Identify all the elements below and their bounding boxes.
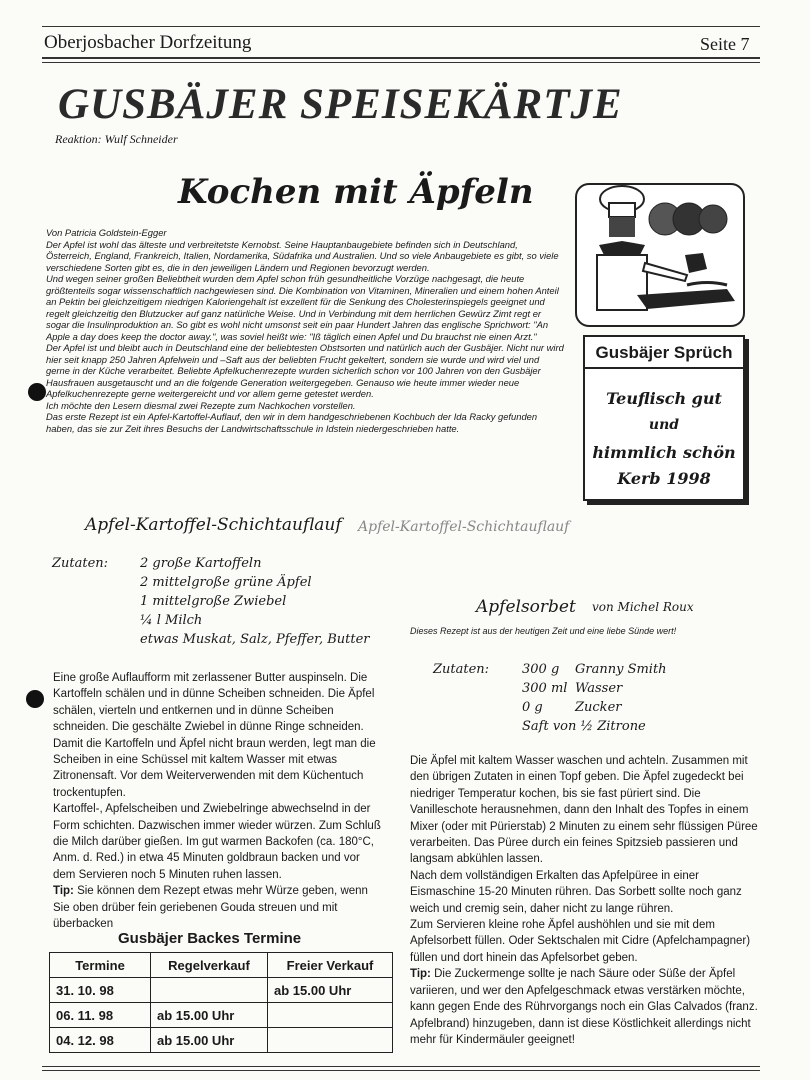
recipe1-bleed-through: Apfel-Kartoffel-Schichtauflauf: [358, 519, 570, 535]
table-header-row: [50, 953, 393, 978]
article-paragraph: Und wegen seiner großen Beliebtheit wurden dem Apfel schon früh gesundheitliche Vorzüge nachgesagt, die heute größtenteils sogar wissenschaftlich nachgewiesen sind. Die Kombination von Vitaminen, Mineralien und einem hohen Anteil an Pektin bei gleichzeitigem niedrigen Kaloriengehalt ist exzellent für die Senkung des Cholesterinspiegels geeignet und regelt gleichzeitig den Blutzucker auf ganz natürliche Weise. Und in Verbindung mit dem herrlichen Gewürz Zimt regt er sogar die Insulinproduktion an. So gibt es wohl nicht umsonst seit ein paar Hundert Jahren das englische Sprichwort: "An Apple a day does keep the doctor away.", was soviel heißt wie: "Iß täglich einen Apfel und Du brauchst nie einen Arzt.": [46, 273, 559, 342]
header-rule-thin: [42, 62, 760, 63]
table-cell: ab 15.00 Uhr: [268, 978, 393, 1003]
ingredient: ¼ l Milch: [140, 613, 203, 628]
bottom-rule: [42, 1070, 760, 1071]
recipe2-title: Apfelsorbet: [476, 597, 576, 617]
spruch-box: [583, 335, 745, 501]
column-header: Regelverkauf: [151, 953, 268, 978]
article-paragraph: Ich möchte den Lesern diesmal zwei Rezepte zum Nachkochen vorstellen.: [46, 399, 356, 411]
table-cell: ab 15.00 Uhr: [151, 1003, 268, 1028]
top-rule: [42, 26, 760, 27]
page-title: GUSBÄJER SPEISEKÄRTJE: [58, 81, 623, 128]
recipe1-zutaten-label: Zutaten:: [52, 556, 109, 571]
instruction-paragraph: Nach dem vollständigen Erkalten das Apfelpüree in einer Eismaschine 15-20 Minuten rühren. Das Sorbett sollte noch ganz weich und cremig sein, daher nicht zu lange rühren.: [410, 869, 742, 915]
article-paragraph: Der Apfel ist wohl das älteste und verbreitetste Kernobst. Seine Hauptanbaugebiete befinden sich in Deutschland, Österreich, England, Frankreich, Italien, Nordamerika, Südafrika und Australien. Und so viele Anbaugebiete es gibt, so viele verschiedene Sorten gibt es, die in den jeweiligen Ländern und Regionen bevorzugt werden.: [46, 238, 559, 273]
table-cell: [151, 978, 268, 1003]
ingredient: Granny Smith: [575, 662, 667, 677]
ingredient: 2 große Kartoffeln: [140, 556, 262, 571]
recipe1-instructions: [53, 670, 383, 933]
redaktion-credit: Reaktion: Wulf Schneider: [55, 132, 178, 146]
spruch-title: Gusbäjer Sprüch: [595, 343, 733, 362]
tip-label: Tip:: [53, 885, 74, 898]
ingredient: Saft von ½ Zitrone: [522, 719, 646, 734]
page-number: Seite 7: [700, 34, 750, 54]
article-paragraph: Das erste Rezept ist ein Apfel-Kartoffel-Auflauf, den wir in dem handgeschriebenen Kochbuch der Ida Racky gefunden haben, das sie zur Zeit ihres Besuchs der Landwirtschaftsschule in Idstein niedergeschrieben hatte.: [46, 411, 538, 434]
punch-hole: [28, 383, 46, 401]
instruction-paragraph: Kartoffel-, Apfelscheiben und Zwiebelringe abwechselnd in der Form schichten. Dazwischen immer wieder würzen. Zum Schluß die Milch darüber gießen. Im gut warmen Backofen (ca. 180°C, Anm. d. Red.) in etwa 45 Minuten goldbraun backen und vor dem Servieren noch 5 Minuten ruhen lassen.: [53, 803, 381, 881]
chef-illustration: [575, 183, 745, 327]
ingredient: Wasser: [575, 681, 623, 696]
ingredient: 1 mittelgroße Zwiebel: [140, 594, 287, 609]
table-cell: ab 15.00 Uhr: [151, 1028, 268, 1053]
instruction-paragraph: Eine große Auflaufform mit zerlassener Butter auspinseln. Die Kartoffeln schälen und in dünne Scheiben schneiden. Die Äpfel schälen, vierteln und entkernen und in dünne Scheiben schneiden. Die geschälte Zwiebel in dünne Ringe schneiden.: [53, 672, 375, 734]
instruction-paragraph: Die Äpfel mit kaltem Wasser waschen und achteln. Zusammen mit den übrigen Zutaten in einen Topf geben. Die Äpfel zugedeckt bei niedriger Temperatur kochen, bis sie fast püriert sind. Die Vanilleschote herausnehmen, dann den Inhalt des Topfes in einem Mixer (oder mit Pürierstab) 2 Minuten zu einem sehr flüssigen Püree verarbeiten. Das Püree durch ein feines Spitzsieb passieren und langsam abkühlen lassen.: [410, 755, 758, 866]
tip-text: Die Zuckermenge sollte je nach Säure oder Süße der Äpfel variieren, und wer den Apfelgeschmack etwas verstärken möchte, kann gegen Ende des Rührvorgangs noch ein Glas Calvados (franz. Apfelbrand) hinzugeben, dann ist diese Köstlichkeit allerdings nicht mehr für Kindermäuler geeignet!: [410, 968, 758, 1046]
article-author: Von Patricia Goldstein-Egger: [46, 227, 167, 238]
recipe2-instructions: [410, 753, 765, 1048]
table-row: [50, 978, 393, 1003]
table-row: [50, 1003, 393, 1028]
table-cell: 06. 11. 98: [50, 1003, 151, 1028]
tip-text: Sie können dem Rezept etwas mehr Würze geben, wenn Sie oben drüber fein geriebenen Gouda streuen und mit überbacken: [53, 885, 368, 931]
recipe2-note: Dieses Rezept ist aus der heutigen Zeit und eine liebe Sünde wert!: [410, 626, 677, 636]
ingredient: 2 mittelgroße grüne Äpfel: [140, 575, 312, 590]
table-cell: 04. 12. 98: [50, 1028, 151, 1053]
backes-title: Gusbäjer Backes Termine: [118, 930, 302, 947]
table-cell: 31. 10. 98: [50, 978, 151, 1003]
spruch-line: und: [648, 417, 680, 433]
ingredient-amount: 300 ml: [522, 681, 568, 696]
punch-hole: [26, 690, 44, 708]
spruch-line: himmlich schön: [592, 443, 736, 462]
column-header: Termine: [50, 953, 151, 978]
recipe2-zutaten-label: Zutaten:: [433, 662, 490, 677]
spruch-line: Teuflisch gut: [606, 389, 722, 408]
ingredient: Zucker: [575, 700, 622, 715]
header-rule: [42, 57, 760, 59]
tip-label: Tip:: [410, 968, 431, 981]
ingredient-amount: 300 g: [522, 662, 560, 677]
article-text: [46, 227, 564, 434]
table-cell: [268, 1003, 393, 1028]
article-heading: Kochen mit Äpfeln: [178, 172, 534, 212]
instruction-paragraph: Zum Servieren kleine rohe Äpfel aushöhlen und sie mit dem Apfelsorbett füllen. Oder Sektschalen mit Cidre (Apfelchampagner) füllen und dort hinein das Apfelsorbet geben.: [410, 919, 751, 964]
ingredient: etwas Muskat, Salz, Pfeffer, Butter: [140, 632, 370, 647]
spruch-divider: [585, 367, 743, 369]
column-header: Freier Verkauf: [268, 953, 393, 978]
bottom-rule: [42, 1066, 760, 1067]
newspaper-name: Oberjosbacher Dorfzeitung: [44, 32, 252, 53]
table-cell: [268, 1028, 393, 1053]
article-paragraph: Der Apfel ist und bleibt auch in Deutschland eine der beliebtesten Obstsorten und natürlich auch der Gusbäjer. Nicht nur wird hier seit knapp 250 Jahren Apfelwein und –Saft aus der beliebten Frucht gekeltert, sondern sie wurde und wird viel und gerne in der Küche verarbeitet. Beliebte Apfelkuchenrezepte wurden sicherlich schon vor 100 Jahren von den Gusbäjer Hausfrauen ausgetauscht und an die folgende Generation weitergegeben. Genauso wie heute immer wieder neue Apfelkuchenrezepte gerne weitergereicht und vor allem gerne getestet werden.: [46, 342, 564, 399]
ingredient-amount: 0 g: [522, 700, 543, 715]
recipe1-title: Apfel-Kartoffel-Schichtauflauf: [85, 515, 342, 535]
recipe2-author: von Michel Roux: [592, 600, 694, 614]
backes-table: [49, 952, 393, 1053]
instruction-paragraph: Damit die Kartoffeln und Äpfel nicht braun werden, legt man die Scheiben in eine Schüssel mit kaltem Wasser mit etwas Zitronensaft. Vor dem Weiterverwenden mit dem Küchentuch trockentupfen.: [53, 737, 376, 799]
spruch-line: Kerb 1998: [617, 469, 711, 488]
table-row: [50, 1028, 393, 1053]
